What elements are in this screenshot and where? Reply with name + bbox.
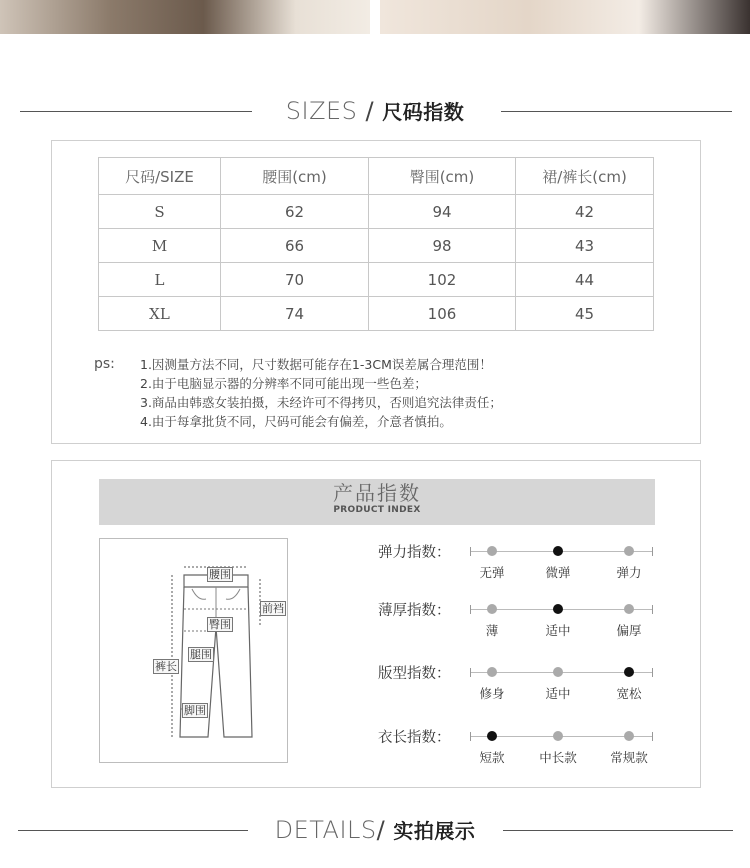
product-photo-right	[380, 0, 750, 34]
size-cell: M	[99, 229, 221, 263]
index-option-dot[interactable]	[553, 667, 563, 677]
size-cell: XL	[99, 297, 221, 331]
header-waist: 腰围(cm)	[221, 158, 369, 195]
index-label: 弹力指数：	[378, 545, 451, 561]
index-scale	[470, 672, 653, 701]
size-table	[98, 157, 654, 331]
sizes-title-en: SIZES	[285, 97, 358, 125]
hip-cell: 106	[369, 297, 516, 331]
scale-cap	[470, 605, 471, 614]
details-title-en: DETAILS	[274, 816, 377, 844]
table-row	[99, 263, 654, 297]
index-option-label: 适中	[545, 686, 571, 701]
length-cell: 45	[516, 297, 654, 331]
front-rise-label: 前裆	[262, 602, 284, 615]
header-length: 裙/裤长(cm)	[516, 158, 654, 195]
index-option-label: 无弹	[479, 565, 505, 580]
scale-cap	[652, 732, 653, 741]
index-option-dot[interactable]	[624, 604, 634, 614]
waist-label: 腰围	[209, 568, 231, 581]
index-scale	[470, 551, 653, 580]
pants-measurement-diagram	[99, 538, 288, 763]
table-row	[99, 229, 654, 263]
index-label: 版型指数：	[378, 666, 451, 682]
scale-cap	[470, 547, 471, 556]
index-option-label: 常规款	[610, 750, 648, 765]
scale-cap	[652, 668, 653, 677]
details-title-cn: 实拍展示	[393, 819, 476, 843]
header-hip: 臀围(cm)	[369, 158, 516, 195]
index-option-label: 微弹	[545, 565, 571, 580]
hem-label: 脚围	[184, 704, 206, 717]
index-option-dot[interactable]	[553, 731, 563, 741]
hip-label: 臀围	[209, 618, 231, 631]
index-option-dot-selected[interactable]	[553, 546, 563, 556]
index-option-dot[interactable]	[487, 546, 497, 556]
index-option-dot-selected[interactable]	[553, 604, 563, 614]
scale-cap	[652, 547, 653, 556]
waist-cell: 74	[221, 297, 369, 331]
product-index-title-en: PRODUCT INDEX	[333, 505, 421, 515]
length-cell: 43	[516, 229, 654, 263]
index-option-dot[interactable]	[487, 667, 497, 677]
thigh-label: 腿围	[190, 648, 212, 661]
index-option-label: 弹力	[616, 565, 642, 580]
notes-ps-label: ps:	[94, 356, 115, 372]
index-scale	[470, 736, 653, 765]
index-option-label: 短款	[479, 750, 505, 765]
index-option-dot[interactable]	[624, 546, 634, 556]
scale-cap	[470, 668, 471, 677]
product-index-panel	[51, 460, 701, 788]
index-option-dot-selected[interactable]	[624, 667, 634, 677]
sizes-section-header	[0, 91, 750, 131]
note-line: 4.由于每拿批货不同，尺码可能会有偏差，介意者慎拍。	[140, 414, 452, 429]
header-size: 尺码/SIZE	[99, 158, 221, 195]
index-option-dot[interactable]	[487, 604, 497, 614]
length-cell: 42	[516, 195, 654, 229]
fit-index	[378, 664, 678, 704]
elasticity-index	[378, 543, 678, 583]
index-label: 衣长指数：	[378, 730, 451, 746]
sizes-title-slash: /	[357, 97, 383, 125]
thickness-index	[378, 601, 678, 641]
index-option-label: 适中	[545, 623, 571, 638]
size-cell: L	[99, 263, 221, 297]
index-label: 薄厚指数：	[378, 603, 451, 619]
details-title-slash: /	[376, 816, 394, 844]
index-option-label: 偏厚	[616, 623, 642, 638]
sizes-title-cn: 尺码指数	[382, 100, 465, 124]
waist-cell: 70	[221, 263, 369, 297]
length-index	[378, 728, 678, 768]
length-cell: 44	[516, 263, 654, 297]
hip-cell: 98	[369, 229, 516, 263]
product-photo-left	[0, 0, 370, 34]
note-line: 1.因测量方法不同，尺寸数据可能存在1-3CM误差属合理范围！	[140, 357, 492, 372]
size-cell: S	[99, 195, 221, 229]
waist-cell: 62	[221, 195, 369, 229]
length-label: 裤长	[155, 660, 177, 673]
index-option-dot-selected[interactable]	[487, 731, 497, 741]
index-option-dot[interactable]	[624, 731, 634, 741]
hip-cell: 102	[369, 263, 516, 297]
table-row	[99, 297, 654, 331]
product-index-banner	[99, 479, 655, 525]
size-chart-panel	[51, 140, 701, 444]
scale-cap	[652, 605, 653, 614]
index-option-label: 薄	[485, 623, 499, 638]
index-option-label: 修身	[479, 686, 505, 701]
details-section-header	[0, 810, 750, 850]
table-row	[99, 195, 654, 229]
index-option-label: 中长款	[539, 750, 577, 765]
index-scale	[470, 609, 653, 638]
hip-cell: 94	[369, 195, 516, 229]
scale-cap	[470, 732, 471, 741]
product-index-title-cn: 产品指数	[333, 481, 421, 505]
index-option-label: 宽松	[616, 686, 642, 701]
size-table-header-row	[99, 158, 654, 195]
note-line: 2.由于电脑显示器的分辨率不同可能出现一些色差；	[140, 376, 427, 391]
waist-cell: 66	[221, 229, 369, 263]
note-line: 3.商品由韩惑女装拍摄，未经许可不得拷贝，否则追究法律责任；	[140, 395, 502, 410]
